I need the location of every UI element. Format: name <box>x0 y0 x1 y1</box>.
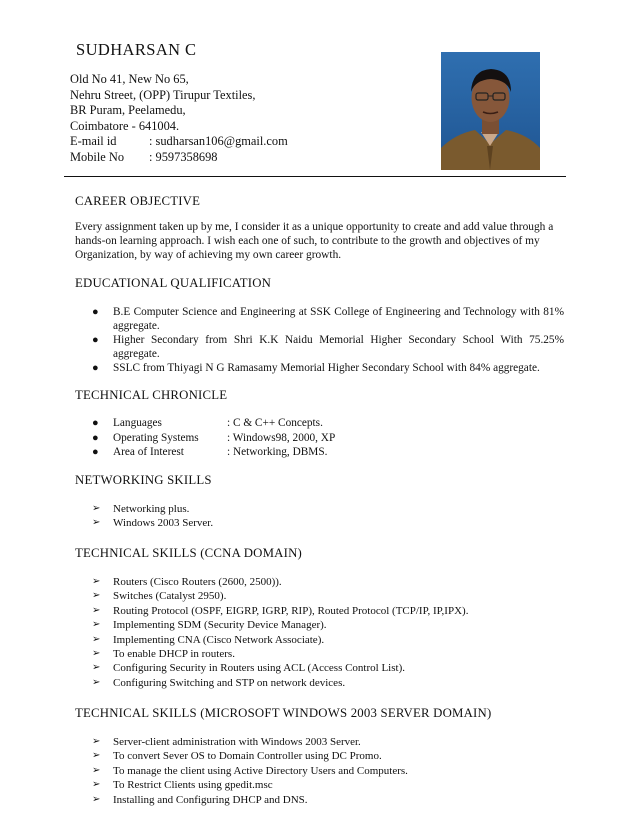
profile-photo <box>441 52 540 170</box>
email-row <box>70 134 288 150</box>
ccna-list <box>92 575 566 690</box>
email-value: : sudharsan106@gmail.com <box>149 134 288 149</box>
address-line-1: Old No 41, New No 65, <box>70 72 189 86</box>
portrait-image <box>441 52 540 170</box>
list-item: ➢ To manage the client using Active Directory Users and Computers. <box>92 764 408 777</box>
arrow-bullet-icon: ➢ <box>92 676 101 688</box>
ccna-heading: TECHNICAL SKILLS (CCNA DOMAIN) <box>75 546 302 560</box>
arrow-bullet-icon: ➢ <box>92 662 101 674</box>
list-item: ➢ Windows 2003 Server. <box>92 517 214 530</box>
list-item: ➢ To enable DHCP in routers. <box>92 648 235 661</box>
windows-server-heading: TECHNICAL SKILLS (MICROSOFT WINDOWS 2003 SERVER DOMAIN) <box>75 706 492 720</box>
list-item: ➢ Implementing CNA (Cisco Network Associate). <box>92 633 325 646</box>
email-label: E-mail id <box>70 134 117 149</box>
list-item: ➢ Networking plus. <box>92 503 190 515</box>
list-item: ● Higher Secondary from Shri K.K Naidu Memorial Higher Secondary School With 75.25% aggregate. <box>92 334 564 360</box>
arrow-bullet-icon: ➢ <box>92 633 101 645</box>
arrow-bullet-icon: ➢ <box>92 590 101 602</box>
list-item: ➢ To convert Sever OS to Domain Controller using DC Promo. <box>92 750 382 763</box>
list-item: ● Operating Systems : Windows98, 2000, XP <box>92 431 336 444</box>
list-item: ➢ Installing and Configuring DHCP and DNS. <box>92 793 308 806</box>
list-item: ● SSLC from Thiyagi N G Ramasamy Memorial Higher Secondary School with 84% aggregate. <box>92 362 540 375</box>
education-list <box>90 306 564 377</box>
header-divider <box>64 176 566 177</box>
list-item: ➢ Configuring Security in Routers using ACL (Access Control List). <box>92 662 405 675</box>
candidate-name: SUDHARSAN C <box>76 40 197 59</box>
list-item: ➢ Server-client administration with Windows 2003 Server. <box>92 736 361 748</box>
list-item: ➢ Configuring Switching and STP on network devices. <box>92 676 346 689</box>
arrow-bullet-icon: ➢ <box>92 604 101 616</box>
list-item: ● Area of Interest : Networking, DBMS. <box>92 446 328 459</box>
technical-chronicle-heading: TECHNICAL CHRONICLE <box>75 388 228 402</box>
list-item: ● Languages : C & C++ Concepts. <box>92 417 323 429</box>
arrow-bullet-icon: ➢ <box>92 503 101 514</box>
arrow-bullet-icon: ➢ <box>92 517 101 529</box>
arrow-bullet-icon: ➢ <box>92 619 101 631</box>
mobile-row <box>70 150 288 166</box>
arrow-bullet-icon: ➢ <box>92 764 101 776</box>
technical-chronicle-list <box>90 417 564 461</box>
address-line-3: BR Puram, Peelamedu, <box>70 103 186 118</box>
contact-block <box>70 72 288 166</box>
address-line-2: Nehru Street, (OPP) Tirupur Textiles, <box>70 87 256 102</box>
list-item: ➢ Switches (Catalyst 2950). <box>92 590 227 603</box>
career-objective-text: Every assignment taken up by me, I consider it as a unique opportunity to create and add value through a hands-on learning approach. I wish each one of such, to contribute to the growth and objectives of my Organization, by way of achieving my own career growth. <box>75 221 554 261</box>
list-item: ➢ Implementing SDM (Security Device Manager). <box>92 619 327 632</box>
arrow-bullet-icon: ➢ <box>92 793 101 805</box>
arrow-bullet-icon: ➢ <box>92 750 101 762</box>
mobile-label: Mobile No <box>70 149 125 164</box>
list-item: ➢ To Restrict Clients using gpedit.msc <box>92 779 273 792</box>
education-heading: EDUCATIONAL QUALIFICATION <box>75 276 272 290</box>
address-line-4: Coimbatore - 641004. <box>70 118 180 133</box>
arrow-bullet-icon: ➢ <box>92 736 101 747</box>
arrow-bullet-icon: ➢ <box>92 779 101 791</box>
networking-list <box>92 502 566 531</box>
list-item: ➢ Routing Protocol (OSPF, EIGRP, IGRP, RIP), Routed Protocol (TCP/IP, IP,IPX). <box>92 604 469 617</box>
career-objective-heading: CAREER OBJECTIVE <box>75 194 201 208</box>
list-item: ➢ Routers (Cisco Routers (2600, 2500)). <box>92 576 282 588</box>
mobile-value: : 9597358698 <box>149 149 218 164</box>
arrow-bullet-icon: ➢ <box>92 576 101 587</box>
list-item: ● B.E Computer Science and Engineering at SSK College of Engineering and Technology with 81% aggregate. <box>92 306 564 332</box>
arrow-bullet-icon: ➢ <box>92 648 101 660</box>
networking-heading: NETWORKING SKILLS <box>75 473 212 487</box>
windows-server-list <box>92 735 566 807</box>
